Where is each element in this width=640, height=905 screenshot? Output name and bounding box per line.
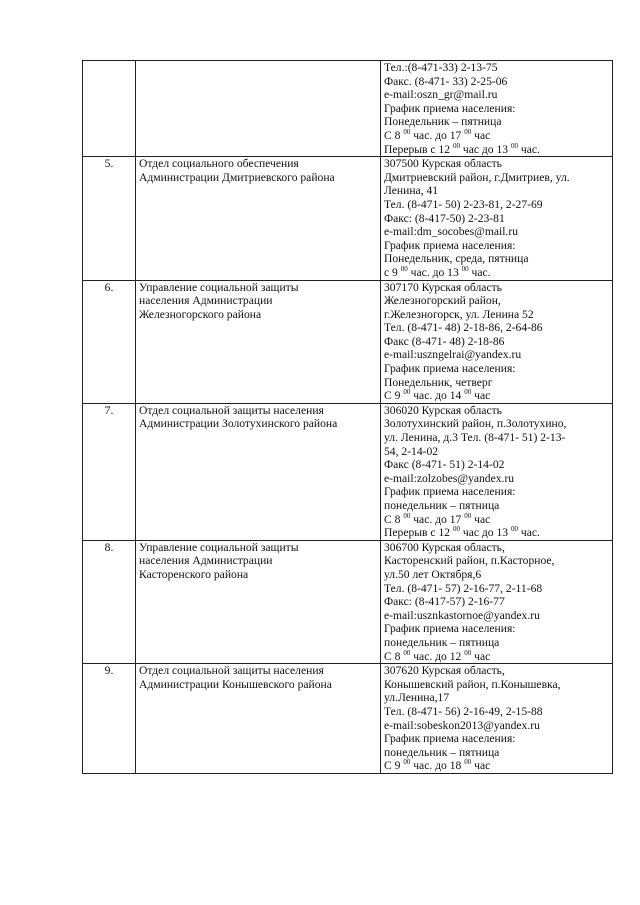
contact-text: г.Железногорск, ул. Ленина 52 xyxy=(384,307,534,321)
contact-text: Понедельник, среда, пятница xyxy=(384,252,529,266)
contact-line xyxy=(384,61,609,75)
time-minutes-superscript: 00 xyxy=(403,648,411,657)
contact-text: Факс: (8-417-57) 2-16-77 xyxy=(384,595,505,609)
office-name-line: Отдел социальной защиты населения xyxy=(139,664,324,678)
contact-text: Тел. (8-471- 56) 2-16-49, 2-15-88 xyxy=(384,704,543,718)
contact-text: час. xyxy=(468,265,491,279)
contact-line xyxy=(384,705,609,719)
contact-text: 306700 Курская область, xyxy=(384,540,505,554)
contact-text: e-mail:sobeskon2013@yandex.ru xyxy=(384,718,540,732)
time-minutes-superscript: 00 xyxy=(510,141,518,150)
contact-text: Касторенский район, п.Касторное, xyxy=(384,554,555,568)
contact-text: Перерыв с 12 xyxy=(384,526,453,540)
contact-text: 307620 Курская область, xyxy=(384,664,505,678)
contact-text: График приема населения: xyxy=(384,622,516,636)
contact-line xyxy=(384,472,609,486)
contact-line xyxy=(384,88,609,102)
contact-line xyxy=(384,143,609,157)
contact-text: e-mail:usznkastornoe@yandex.ru xyxy=(384,608,540,622)
row-number: 6. xyxy=(83,280,136,403)
contact-text: График приема населения: xyxy=(384,362,516,376)
office-name-line: Отдел социального обеспечения xyxy=(139,157,299,171)
contact-info-cell xyxy=(381,157,613,280)
contact-text: ул.Ленина,17 xyxy=(384,691,450,705)
contact-line xyxy=(384,609,609,623)
contact-line xyxy=(384,252,609,266)
office-name-line: Администрации Конышевского района xyxy=(139,677,332,691)
contact-text: час. до 17 xyxy=(410,128,465,142)
contact-text: 54, 2-14-02 xyxy=(384,444,439,458)
contact-text: час до 13 xyxy=(459,142,511,156)
contact-line xyxy=(384,417,609,431)
contact-text: Золотухинский район, п.Золотухино, xyxy=(384,417,567,431)
office-name-line: Касторенского района xyxy=(139,567,249,581)
contact-line xyxy=(384,582,609,596)
contact-line xyxy=(384,348,609,362)
office-name-line: населения Администрации xyxy=(139,554,273,568)
contact-text: 306020 Курская область xyxy=(384,403,502,417)
contact-text: понедельник – пятница xyxy=(384,635,500,649)
time-minutes-superscript: 00 xyxy=(403,388,411,397)
time-minutes-superscript: 00 xyxy=(461,264,469,273)
contact-line xyxy=(384,294,609,308)
contact-line xyxy=(384,636,609,650)
contact-line xyxy=(384,759,609,773)
contact-line xyxy=(384,513,609,527)
contact-text: С 8 xyxy=(384,128,404,142)
office-directory-table xyxy=(82,60,613,774)
table-row xyxy=(83,157,613,280)
contact-text: с 9 xyxy=(384,265,401,279)
contact-line xyxy=(384,115,609,129)
office-name-line: Отдел социальной защиты населения xyxy=(139,403,324,417)
contact-line xyxy=(384,526,609,540)
contact-line xyxy=(384,212,609,226)
contact-text: час. до 18 xyxy=(410,759,465,773)
office-name-cell xyxy=(136,540,381,663)
office-name-line: Управление социальной защиты xyxy=(139,280,299,294)
contact-text: 307170 Курская область xyxy=(384,280,502,294)
contact-line xyxy=(384,376,609,390)
contact-line xyxy=(384,321,609,335)
contact-text: понедельник – пятница xyxy=(384,499,500,512)
contact-line xyxy=(384,335,609,349)
contact-text: час xyxy=(471,389,491,403)
contact-text: Факс: (8-417-50) 2-23-81 xyxy=(384,211,505,225)
contact-line xyxy=(384,541,609,555)
contact-text: 307500 Курская область xyxy=(384,157,502,171)
time-minutes-superscript: 00 xyxy=(464,127,472,136)
contact-text: С 8 xyxy=(384,512,404,526)
office-name-cell xyxy=(136,61,381,157)
contact-line xyxy=(384,102,609,116)
contact-line xyxy=(384,431,609,445)
office-name-cell xyxy=(136,664,381,774)
contact-text: час. xyxy=(517,142,540,156)
contact-text: час до 13 xyxy=(459,526,511,540)
contact-text: Тел. (8-471- 57) 2-16-77, 2-11-68 xyxy=(384,581,543,595)
contact-text: час xyxy=(471,759,491,773)
contact-line xyxy=(384,266,609,280)
office-name-cell xyxy=(136,157,381,280)
row-number: 8. xyxy=(83,540,136,663)
time-minutes-superscript: 00 xyxy=(464,511,472,520)
contact-text: e-mail:oszn_gr@mail.ru xyxy=(384,88,498,102)
contact-text: ул.50 лет Октября,6 xyxy=(384,567,482,581)
contact-text: час. до 13 xyxy=(407,265,462,279)
contact-line xyxy=(384,678,609,692)
contact-line xyxy=(384,389,609,403)
contact-text: e-mail:dm_socobes@mail.ru xyxy=(384,225,518,239)
office-name-cell xyxy=(136,403,381,540)
time-minutes-superscript: 00 xyxy=(464,388,472,397)
office-name-line: населения Администрации xyxy=(139,294,273,308)
office-name-line: Управление социальной защиты xyxy=(139,540,299,554)
contact-text: e-mail:zolzobes@yandex.ru xyxy=(384,471,515,485)
contact-text: час xyxy=(471,649,491,663)
contact-text: С 8 xyxy=(384,649,404,663)
contact-line xyxy=(384,485,609,499)
contact-line xyxy=(384,445,609,459)
contact-text: С 9 xyxy=(384,389,404,403)
contact-text: Тел.:(8-471-33) 2-13-75 xyxy=(384,61,498,74)
contact-line xyxy=(384,225,609,239)
contact-line xyxy=(384,404,609,418)
contact-line xyxy=(384,198,609,212)
contact-text: Тел. (8-471- 50) 2-23-81, 2-27-69 xyxy=(384,197,543,211)
contact-line xyxy=(384,664,609,678)
time-minutes-superscript: 00 xyxy=(464,758,472,767)
contact-text: Железногорский район, xyxy=(384,294,501,308)
contact-line xyxy=(384,595,609,609)
office-name-line: Администрации Дмитриевского района xyxy=(139,170,335,184)
contact-line xyxy=(384,281,609,295)
contact-text: Понедельник, четверг xyxy=(384,375,493,389)
contact-text: час. до 12 xyxy=(410,649,465,663)
contact-line xyxy=(384,362,609,376)
contact-line xyxy=(384,650,609,664)
table-row xyxy=(83,403,613,540)
contact-text: График приема населения: xyxy=(384,732,516,746)
time-minutes-superscript: 00 xyxy=(452,525,460,534)
time-minutes-superscript: 00 xyxy=(403,127,411,136)
contact-line xyxy=(384,239,609,253)
contact-text: Дмитриевский район, г.Дмитриев, ул. xyxy=(384,170,570,184)
contact-info-cell xyxy=(381,540,613,663)
contact-info-cell xyxy=(381,664,613,774)
contact-line xyxy=(384,622,609,636)
time-minutes-superscript: 00 xyxy=(403,758,411,767)
row-number: 7. xyxy=(83,403,136,540)
contact-text: Факс (8-471- 51) 2-14-02 xyxy=(384,458,505,472)
contact-line xyxy=(384,732,609,746)
contact-text: час. до 17 xyxy=(410,512,465,526)
contact-text: час. до 14 xyxy=(410,389,465,403)
contact-text: Перерыв с 12 xyxy=(384,142,453,156)
table-row xyxy=(83,61,613,157)
time-minutes-superscript: 00 xyxy=(400,264,408,273)
contact-text: График приема населения: xyxy=(384,238,516,252)
contact-line xyxy=(384,129,609,143)
contact-line xyxy=(384,746,609,760)
table-row xyxy=(83,540,613,663)
contact-text: Ленина, 41 xyxy=(384,184,439,198)
contact-text: час xyxy=(471,128,491,142)
contact-text: Конышевский район, п.Конышевка, xyxy=(384,677,561,691)
contact-info-cell xyxy=(381,403,613,540)
contact-text: час xyxy=(471,512,491,526)
contact-line xyxy=(384,308,609,322)
contact-line xyxy=(384,719,609,733)
table-body xyxy=(83,61,613,774)
table-row xyxy=(83,280,613,403)
contact-line xyxy=(384,171,609,185)
contact-line xyxy=(384,691,609,705)
row-number: 5. xyxy=(83,157,136,280)
contact-line xyxy=(384,75,609,89)
time-minutes-superscript: 00 xyxy=(464,648,472,657)
contact-info-cell xyxy=(381,61,613,157)
time-minutes-superscript: 00 xyxy=(403,511,411,520)
time-minutes-superscript: 00 xyxy=(510,525,518,534)
contact-line xyxy=(384,157,609,171)
table-row xyxy=(83,664,613,774)
contact-text: Тел. (8-471- 48) 2-18-86, 2-64-86 xyxy=(384,321,543,335)
contact-line xyxy=(384,554,609,568)
contact-text: e-mail:uszngelrai@yandex.ru xyxy=(384,348,522,362)
contact-text: ул. Ленина, д.3 Тел. (8-471- 51) 2-13- xyxy=(384,431,566,445)
contact-info-cell xyxy=(381,280,613,403)
contact-text: График приема населения: xyxy=(384,101,516,115)
contact-text: График приема населения: xyxy=(384,485,516,499)
contact-text: час. xyxy=(517,526,540,540)
contact-text: понедельник – пятница xyxy=(384,745,500,759)
contact-text: С 9 xyxy=(384,759,404,773)
contact-text: Факс. (8-471- 33) 2-25-06 xyxy=(384,74,508,88)
contact-line xyxy=(384,184,609,198)
contact-line xyxy=(384,568,609,582)
contact-line xyxy=(384,499,609,513)
office-name-line: Железногорского района xyxy=(139,307,262,321)
contact-text: Факс (8-471- 48) 2-18-86 xyxy=(384,334,505,348)
row-number xyxy=(83,61,136,157)
office-name-cell xyxy=(136,280,381,403)
contact-text: Понедельник – пятница xyxy=(384,115,502,129)
row-number: 9. xyxy=(83,664,136,774)
time-minutes-superscript: 00 xyxy=(452,141,460,150)
office-name-line: Администрации Золотухинского района xyxy=(139,417,338,431)
contact-line xyxy=(384,458,609,472)
